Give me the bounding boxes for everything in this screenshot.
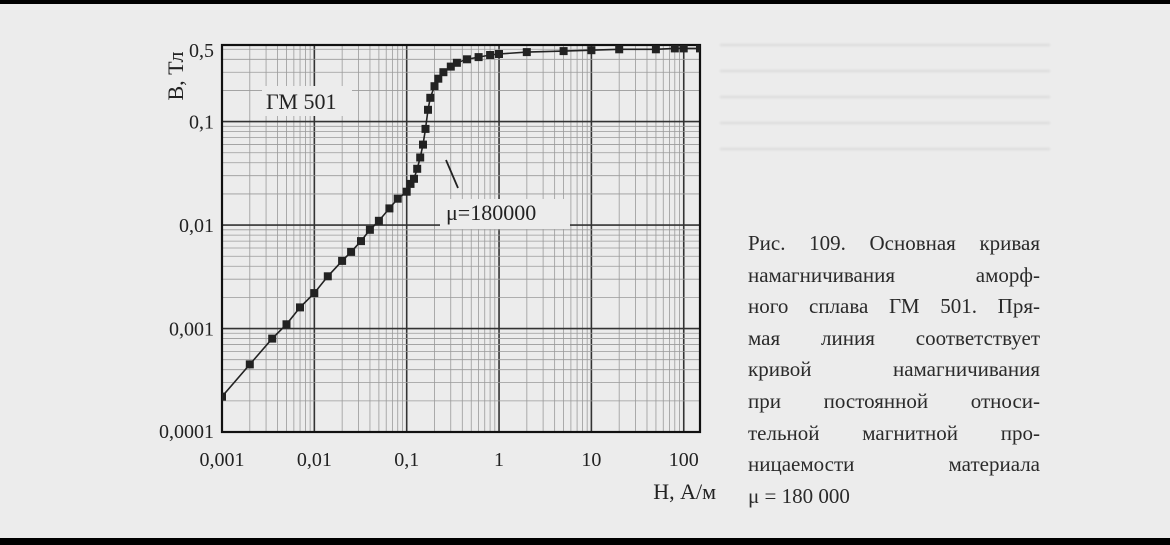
data-point [246, 360, 254, 368]
data-point [403, 188, 411, 196]
data-point [495, 50, 503, 58]
data-point [671, 44, 679, 52]
caption-line: μ = 180 000 [748, 483, 850, 508]
x-tick-labels [200, 449, 699, 471]
y-tick-label: 0,1 [189, 111, 214, 134]
data-point [463, 55, 471, 63]
caption-line: намагничивания аморф- [748, 262, 1040, 287]
caption-line: ного сплава ГМ 501. Пря- [748, 294, 1040, 319]
x-tick-label: 1 [494, 449, 505, 471]
y-tick-label: 0,01 [179, 215, 214, 238]
y-tick-label: 0,0001 [159, 421, 214, 443]
data-point [587, 46, 595, 54]
caption-line: тельной магнитной про- [748, 420, 1040, 445]
data-point [283, 320, 291, 328]
data-point [218, 393, 226, 401]
x-tick-label: 0,01 [296, 449, 332, 471]
y-axis-label: B, Тл [163, 51, 188, 101]
data-point [347, 248, 355, 256]
caption-line: при постоянной относи- [748, 388, 1040, 413]
data-point [475, 53, 483, 61]
data-point [424, 106, 432, 114]
permeability-annotation: μ=180000 [446, 200, 537, 225]
data-point [615, 45, 623, 53]
data-point [366, 226, 374, 234]
x-axis-label: H, А/м [653, 479, 716, 504]
data-point [680, 44, 688, 52]
data-point [426, 94, 434, 102]
data-point [296, 303, 304, 311]
y-tick-label: 0,001 [169, 318, 214, 341]
data-point [486, 51, 494, 59]
data-point [413, 165, 421, 173]
caption-line: кривой намагничивания [748, 357, 1040, 382]
material-label: ГМ 501 [266, 89, 337, 114]
annotation-arrow [446, 160, 458, 188]
data-point [560, 47, 568, 55]
x-tick-label: 0,001 [199, 449, 245, 471]
y-tick-label: 0,5 [189, 40, 214, 62]
data-point [422, 125, 430, 133]
data-point [410, 175, 418, 183]
x-tick-label: 10 [581, 449, 602, 471]
data-point [439, 68, 447, 76]
data-point [338, 257, 346, 265]
data-point [357, 237, 365, 245]
data-point [696, 44, 704, 52]
data-point [310, 289, 318, 297]
caption-line: ницаемости материала [748, 452, 1040, 477]
data-point [453, 59, 461, 67]
figure-caption [748, 228, 1040, 512]
data-point [324, 272, 332, 280]
caption-line: мая линия соответствует [748, 325, 1040, 350]
data-point [431, 82, 439, 90]
data-point [394, 195, 402, 203]
data-point [385, 204, 393, 212]
caption-line: Рис. 109. Основная кривая [748, 231, 1040, 255]
x-tick-label: 0,1 [394, 449, 420, 471]
data-point [416, 154, 424, 162]
data-point [268, 335, 276, 343]
x-tick-label: 100 [668, 449, 699, 471]
data-point [523, 48, 531, 56]
data-point [419, 141, 427, 149]
data-point [652, 45, 660, 53]
data-point [375, 217, 383, 225]
